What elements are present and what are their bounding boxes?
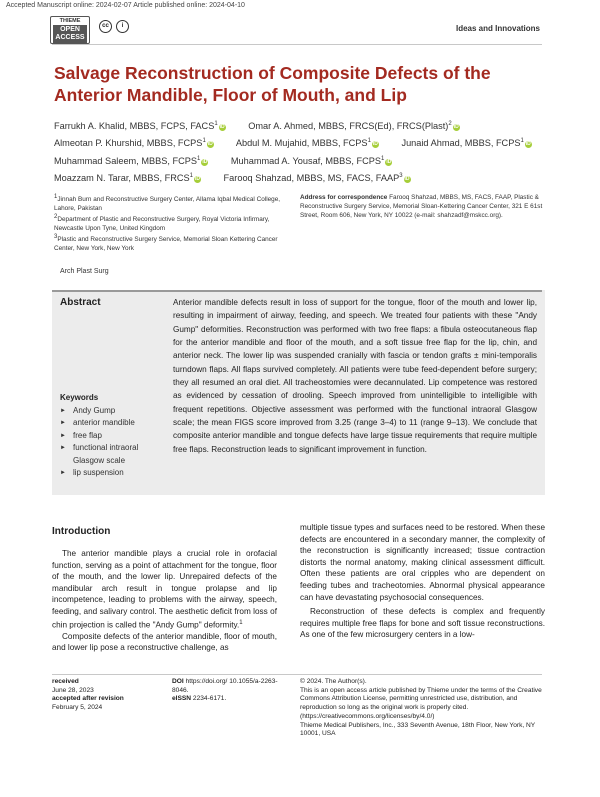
paragraph: multiple tissue types and surfaces need to be restored. When these defects are encountered in a secondary manner, the complexity of the reconstruction is significantly increased; tissue contraction distorts the normal anatomy, making clinical assessment difficult. Often these patients are oral cripples who are dependent on feeding tubes and tracheotomies. Abnormal physical appearance can have devastating psychosocial consequences. (300, 523, 545, 602)
abstract-top-divider (52, 290, 542, 292)
paragraph: Reconstruction of these defects is complex and frequently requires multiple free flaps for bone and soft tissue reconstructions. As one of the few microsurgery centers in a low- (300, 607, 545, 640)
doi-link[interactable]: https://doi.org/ 10.1055/a-2263-8046. (172, 678, 278, 694)
keyword-item: ► free flap (60, 430, 165, 442)
copyright-info: © 2024. The Author(s). This is an open access article published by Thieme under the terms of the Creative Commons Attribution License, permitting unrestricted use, distribution, and reproduction so long as the original work is properly cited. (https://creativecommons.org/licenses/by/4.0/) Thieme Medical Publishers, Inc., 333 Seventh Avenue, 18th Floor, New York, NY 10001, USA (300, 678, 545, 739)
footer-divider (52, 674, 542, 675)
article-title: Salvage Reconstruction of Composite Defects of the Anterior Mandible, Floor of Mouth, and Lip (54, 63, 491, 105)
header-divider (52, 44, 542, 45)
orcid-icon[interactable]: iD (372, 141, 378, 148)
orcid-icon[interactable]: iD (202, 158, 208, 165)
keywords-list (60, 405, 165, 479)
author: Almeotan P. Khurshid, MBBS, FCPS$^1$iD (54, 138, 213, 149)
author: Farooq Shahzad, MBBS, MS, FACS, FAAP$^3$iD (223, 172, 410, 183)
orcid-icon[interactable]: iD (219, 124, 225, 131)
correspondence: Address for correspondence Farooq Shahzad, MBBS, MS, FACS, FAAP, Plastic & Reconstructive Surgery Service, Memorial Sloan-Kettering Cancer Center, 321 E 61st Street, Room 606, New York, NY 10022 (e-mail: shahzadf@mskcc.org). (300, 194, 543, 219)
abstract-heading: Abstract (60, 297, 101, 308)
orcid-icon[interactable]: iD (194, 175, 200, 182)
creative-commons-icon: cc (99, 20, 112, 33)
keyword-item: ► anterior mandible (60, 417, 165, 429)
affiliation: $^3$Plastic and Reconstructive Surgery Service, Memorial Sloan Kettering Cancer Center, New York, New York (54, 234, 278, 253)
affiliations (54, 193, 294, 253)
section-label: Ideas and Innovations (455, 24, 540, 33)
received-info: received June 28, 2023 accepted after revision February 5, 2024 (52, 678, 124, 712)
journal-name: Arch Plast Surg (60, 268, 109, 275)
affiliation: $^2$Department of Plastic and Reconstructive Surgery, Royal Victoria Infirmary, Newcastle Upon Tyne, United Kingdom (54, 214, 270, 233)
abstract-text: Anterior mandible defects result in loss of support for the tongue, floor of the mouth and lower lip, resulting in impairment of airway, feeding, and speech. We treated four patients with these "Andy Gump" deformities. Reconstruction was performed with two free flaps: a fibula osteocutaneous flap for the anterior mandible and floor of the mouth, and a soft tissue free flap for the lip, chin, and anterior neck. The lower lip was suspended cranially with fascia or tendon grafts ± mini-temporalis turndown flaps. All flaps survived completely. All patients were tube feed-dependent before surgery; they all resumed an oral diet. All tracheostomies were decannulated. Lip competence was restored as evidenced by cessation of drooling. Speech improved from unintelligible to intelligible with frequent repetitions. Objective assessment was performed with the functional intraoral Glasgow scale; the mean FIGS score improved from 3.25 (range 3–4) to 11 (range 9–13). We conclude that composite anterior mandible and tongue defects have large tissue requirements that require multiple free flaps. Reconstruction leads to significant improvement in function. (173, 298, 537, 454)
orcid-icon[interactable]: iD (453, 124, 459, 131)
author: Abdul M. Mujahid, MBBS, FCPS$^1$iD (235, 138, 378, 149)
author-list (54, 117, 554, 186)
attribution-icon: i (116, 20, 129, 33)
keyword-item: ► functional intraoral Glasgow scale (60, 442, 165, 467)
author: Muhammad Saleem, MBBS, FCPS$^1$iD (54, 155, 208, 166)
orcid-icon[interactable]: iD (404, 175, 410, 182)
orcid-icon[interactable]: iD (386, 158, 392, 165)
author: Omar A. Ahmed, MBBS, FRCS(Ed), FRCS(Plast)$^2$iD (248, 121, 459, 132)
introduction-heading: Introduction (52, 526, 111, 537)
intro-column-right (300, 522, 545, 641)
keyword-item: ► Andy Gump (60, 405, 165, 417)
author: Junaid Ahmad, MBBS, FCPS$^1$iD (401, 138, 531, 149)
author: Moazzam N. Tarar, MBBS, FRCS$^1$iD (54, 172, 200, 183)
doi-info: DOI https://doi.org/ 10.1055/a-2263-8046. eISSN 2234-6171. (172, 678, 278, 703)
orcid-icon[interactable]: iD (525, 141, 531, 148)
keywords-heading: Keywords (60, 393, 99, 402)
thieme-open-access-logo: THIEME OPEN ACCESS (50, 16, 90, 44)
author: Muhammad A. Yousaf, MBBS, FCPS$^1$iD (230, 155, 392, 166)
paragraph: The anterior mandible plays a crucial role in orofacial function, serving as a point of attachment for the tongue, floor of the mouth, and the lower lip. Unrepaired defects of the mandibular arch result in tongue prolapse and lip incompetence, leading to problems with the airway, speech, feeding, and salivary control. The aesthetic deficit from loss of chin projection is called the "Andy Gump" deformity.$^1$ (52, 549, 277, 630)
keyword-item: ► lip suspension (60, 467, 165, 479)
paragraph: Composite defects of the anterior mandible, floor of mouth, and lower lip pose a reconstructive challenge, as (52, 631, 277, 653)
orcid-icon[interactable]: iD (207, 141, 213, 148)
affiliation: $^1$Jinnah Burn and Reconstructive Surgery Center, Allama Iqbal Medical College, Lahore, Pakistan (54, 194, 281, 213)
intro-column-left (52, 548, 277, 654)
manuscript-dates: Accepted Manuscript online: 2024-02-07 Article published online: 2024-04-10 (6, 2, 245, 9)
license-text: This is an open access article published by Thieme under the terms of the Creative Commons Attribution License, permitting unrestricted use, distribution, and reproduction so long as the original work is properly cited. (https://creativecommons.org/licenses/by/4.0/) (300, 686, 542, 720)
author: Farrukh A. Khalid, MBBS, FCPS, FACS$^1$iD (54, 121, 225, 132)
